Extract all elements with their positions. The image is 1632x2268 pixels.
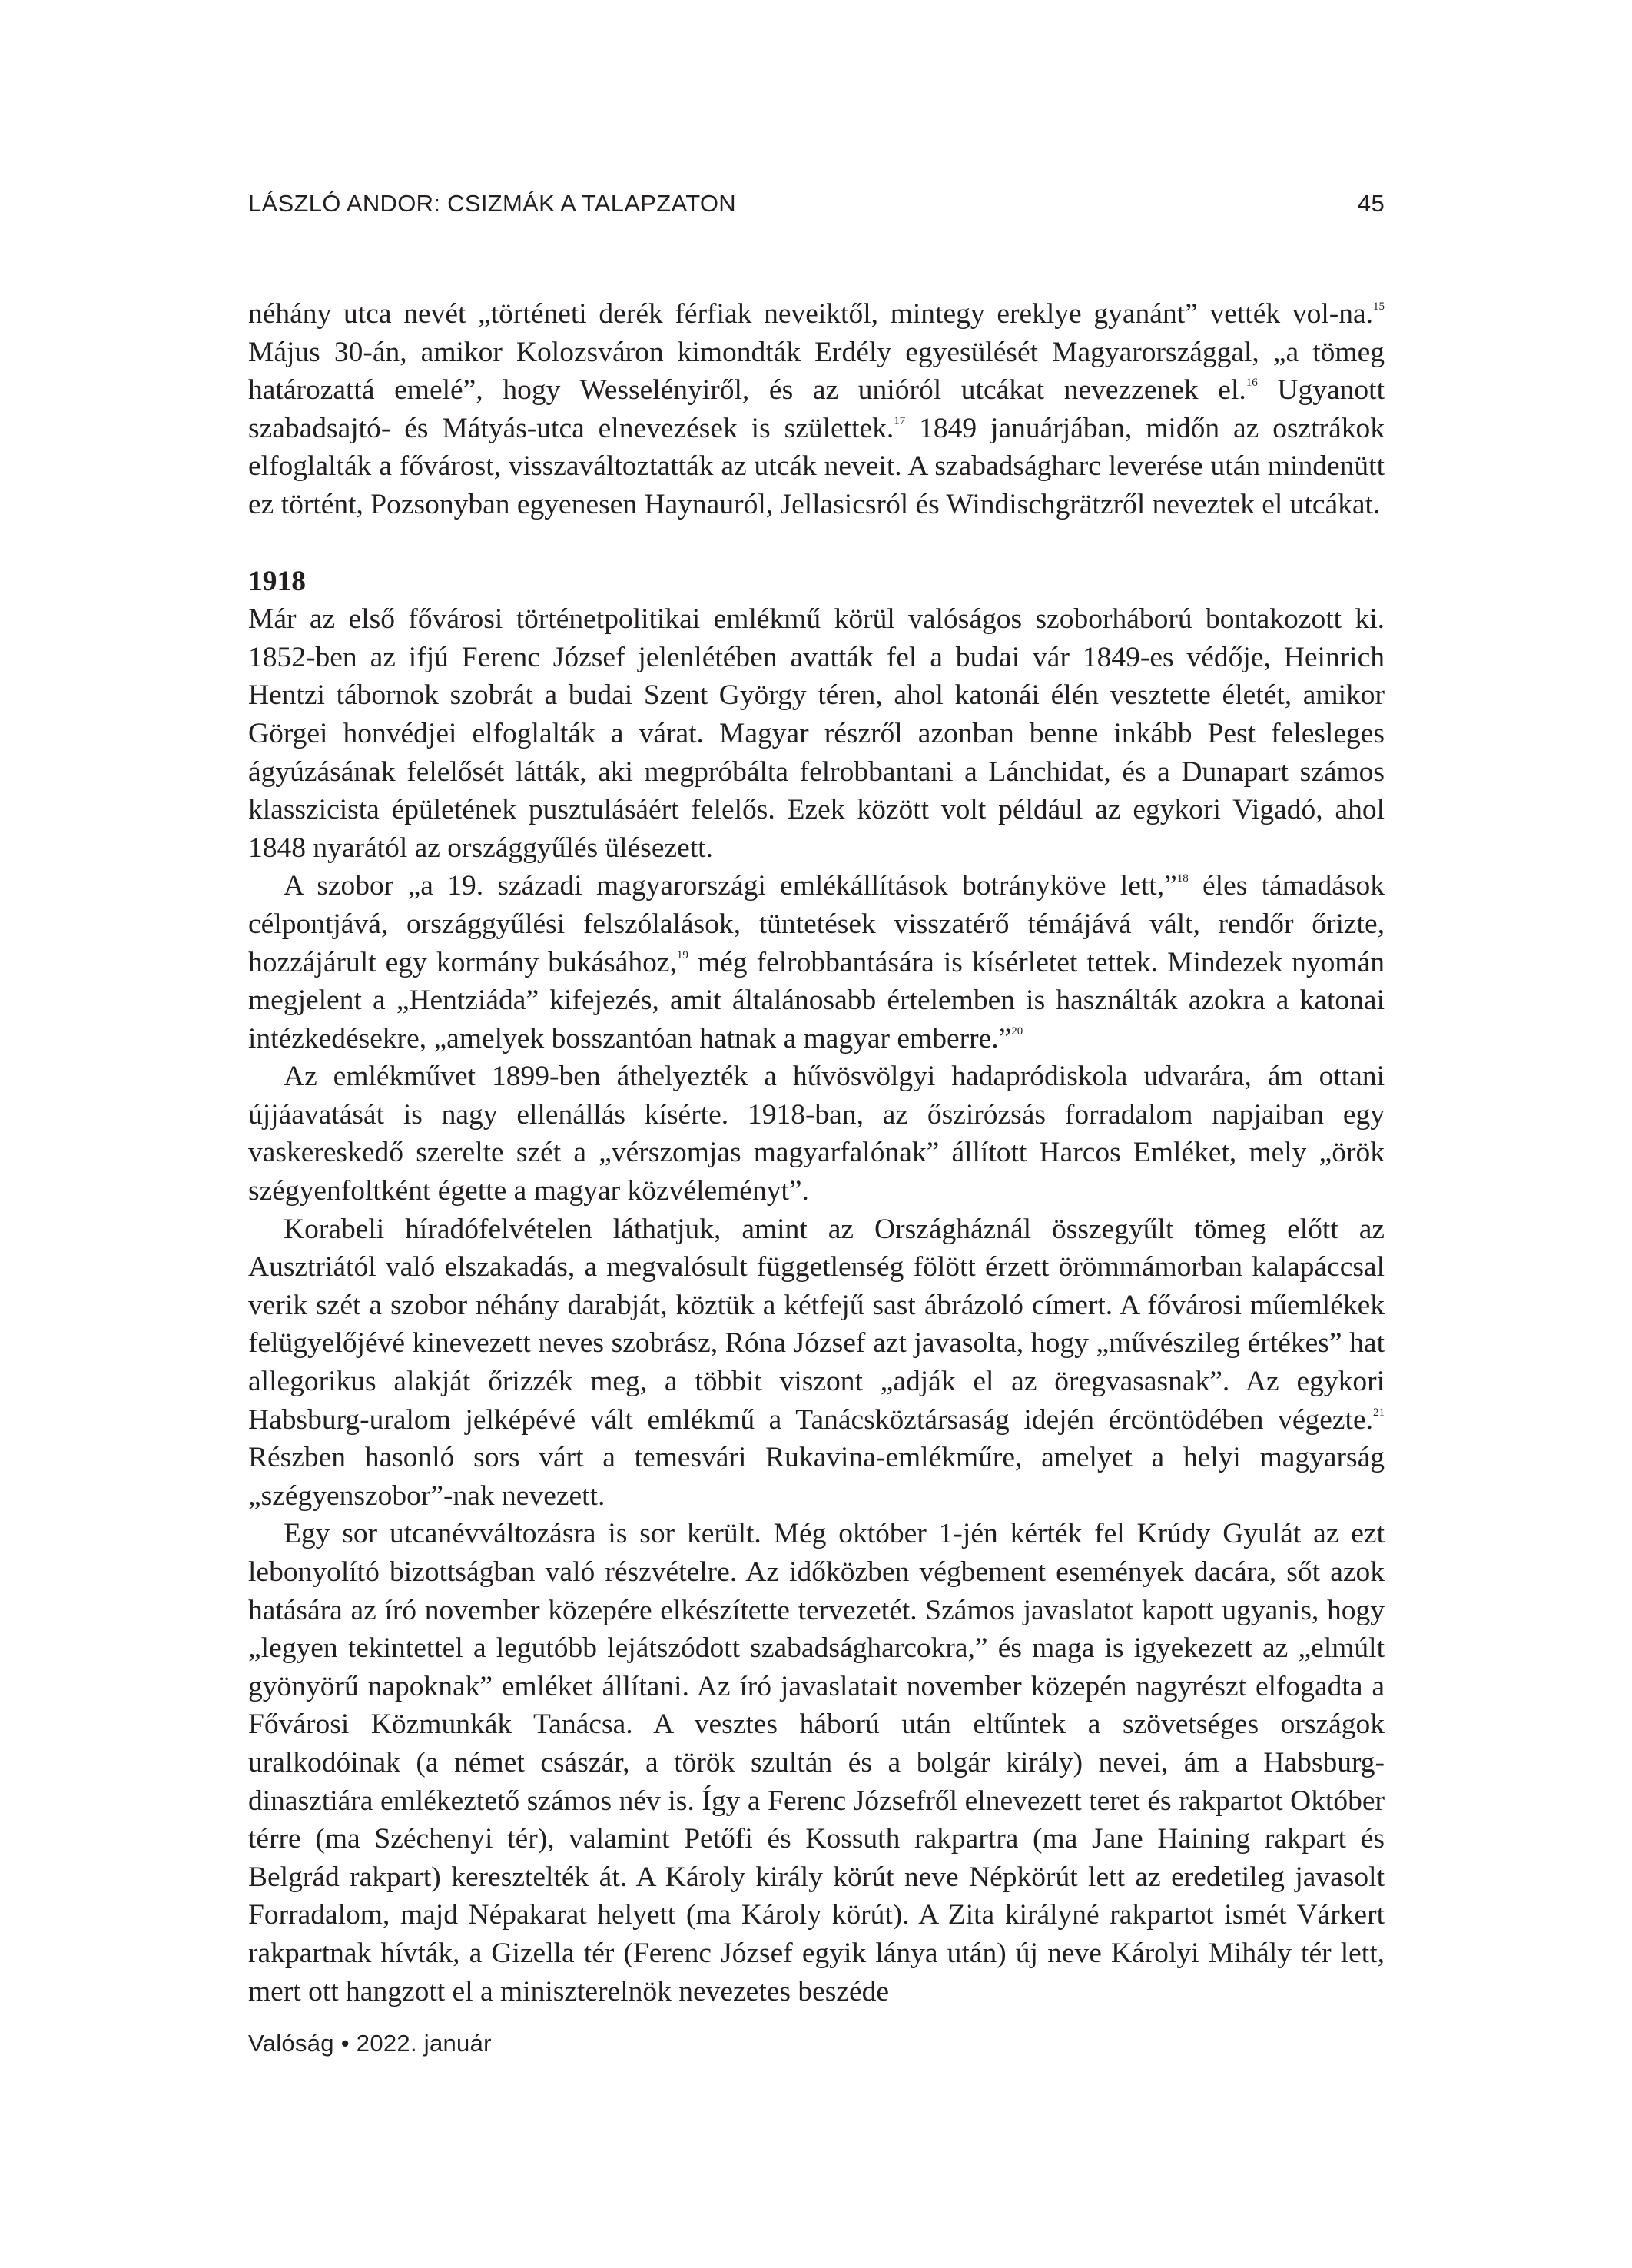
footnote-marker[interactable]: 17 (894, 414, 906, 427)
paragraph: Már az első fővárosi történetpolitikai emlékmű körül valóságos szoborháború bontakozott ki. 1852-ben az ifjú Ferenc József jelenlétében avatták fel a budai vár 1849-es védője, Heinrich Hentzi tábornok szobrát a budai Szent György téren, ahol katonái élén vesztette életét, amikor Görgei honvédjei elfoglalták a várat. Magyar részről azonban benne inkább Pest felesleges ágyúzásának felelősét látták, aki megpróbálta felrobbantani a Lánchidat, és a Dunapart számos klasszicista épületének pusztulásáért felelős. Ezek között volt például az egykori Vigadó, ahol 1848 nyarától az országgyűlés ülésezett. (248, 603, 1385, 864)
running-header (248, 190, 1385, 218)
footnote-marker[interactable]: 18 (1176, 872, 1189, 885)
paragraph-text: Május 30-án, amikor Kolozsváron kimondták Erdély egyesülését Magyarországgal, „a tömeg határozattá emelé”, hogy Wesselényiről, és az unióról utcákat nevezzenek el. (248, 336, 1385, 407)
footnote-marker[interactable]: 15 (1373, 301, 1385, 313)
intro-paragraph (248, 295, 1385, 524)
paragraph (248, 1210, 1385, 1516)
paragraph-text: néhány utca nevét „történeti derék férfiak neveiktől, mintegy ereklye gyanánt” vették vol-na. (248, 298, 1373, 330)
paragraph-text: éles támadások célpontjává, országgyűlési felszólalások, tüntetések visszatérő témájává vált, rendőr őrizte, hozzájárult egy kormány bukásához, (248, 870, 1385, 978)
paragraph (248, 867, 1385, 1058)
page-footer: Valóság • 2022. január (248, 2030, 492, 2057)
footnote-marker[interactable]: 19 (676, 948, 688, 961)
page-number: 45 (1357, 190, 1385, 217)
paragraph: Az emlékművet 1899-ben áthelyezték a hűvösvölgyi hadapródiskola udvarára, ám ottani újjáavatását is nagy ellenállás kísérte. 1918-ban, az őszirózsás forradalom napjaiban egy vaskereskedő szerelte szét a „vérszomjas magyarfalónak” állított Harcos Emléket, mely „örök szégyenfoltként égette a magyar közvéleményt”. (248, 1061, 1385, 1207)
paragraph-text: még felrobbantására is kísérletet tettek. Mindezek nyomán megjelent a „Hentziáda” kifejezés, amit általánosabb értelemben is használták azokra a katonai intézkedésekre, „amelyek bosszantóan hatnak a magyar emberre.” (248, 946, 1385, 1054)
paragraph-text: Ugyanott szabadsajtó- és Mátyás-utca elnevezések is születtek. (248, 374, 1385, 444)
footnote-marker[interactable]: 21 (1373, 1406, 1385, 1419)
footnote-marker[interactable]: 16 (1246, 377, 1258, 390)
section-heading: 1918 (248, 565, 306, 597)
paragraph-text: 1849 januárjában, midőn az osztrákok elfoglalták a fővárost, visszaváltoztatták az utcák neveit. A szabadságharc leverése után mindenütt ez történt, Pozsonyban egyenesen Haynauról, Jellasicsról és Windischgrätzről neveztek el utcákat. (248, 412, 1385, 520)
running-title: LÁSZLÓ ANDOR: CSIZMÁK A TALAPZATON (248, 190, 736, 217)
paragraph-text: Korabeli híradófelvételen láthatjuk, amint az Országháznál összegyűlt tömeg előtt az Ausztriától való elszakadás, a megvalósult függetlenség fölött érzett örömmámorban kalapáccsal verik szét a szobor néhány darabját, köztük a kétfejű sast ábrázoló címert. A fővárosi műemlékek felügyelőjévé kinevezett neves szobrász, Róna József azt javasolta, hogy „művészileg értékes” hat allegorikus alakját őrizzék meg, a többit viszont „adják el az öregvasasnak”. Az egykori Habsburg-uralom jelképévé vált emlékmű a Tanácsköztársaság idején ércöntödében végezte. (248, 1213, 1385, 1436)
paragraph: Egy sor utcanévváltozásra is sor került. Még október 1-jén kérték fel Krúdy Gyulát az ezt lebonyolító bizottságban való részvételre. Az időközben végbement események dacára, sőt azok hatására az író november közepére elkészítette tervezetét. Számos javaslatot kapott ugyanis, hogy „legyen tekintettel a legutóbb lejátszódott szabadságharcokra,” és maga is igyekezett az „elmúlt gyönyörű napoknak” emléket állítani. Az író javaslatait november közepén nagyrészt elfogadta a Fővárosi Közmunkák Tanácsa. A vesztes háború után eltűntek a szövetséges országok uralkodóinak (a német császár, a török szultán és a bolgár király) nevei, ám a Habsburg-dinasztiára emlékeztető számos név is. Így a Ferenc Józsefről elnevezett teret és rakpartot Október térre (ma Széchenyi tér), valamint Petőfi és Kossuth rakpartra (ma Jane Haining rakpart és Belgrád rakpart) keresztelték át. A Károly király körút neve Népkörút lett az eredetileg javasolt Forradalom, majd Népakarat helyett (ma Károly körút). A Zita királyné rakpartot ismét Várkert rakpartnak hívták, a Gizella tér (Ferenc József egyik lánya után) új neve Károlyi Mihály tér lett, mert ott hangzott el a miniszterelnök nevezetes beszéde (248, 1518, 1385, 2007)
footnote-marker[interactable]: 20 (1011, 1024, 1023, 1038)
article-body (248, 295, 1385, 2011)
paragraph-text: A szobor „a 19. századi magyarországi emlékállítások botránykövе lett,” (284, 870, 1177, 902)
paragraph-text: Részben hasonló sors várt a temesvári Rukavina-emlékműre, amelyet a helyi magyarság „szégyenszobor”-nak nevezett. (248, 1442, 1385, 1512)
